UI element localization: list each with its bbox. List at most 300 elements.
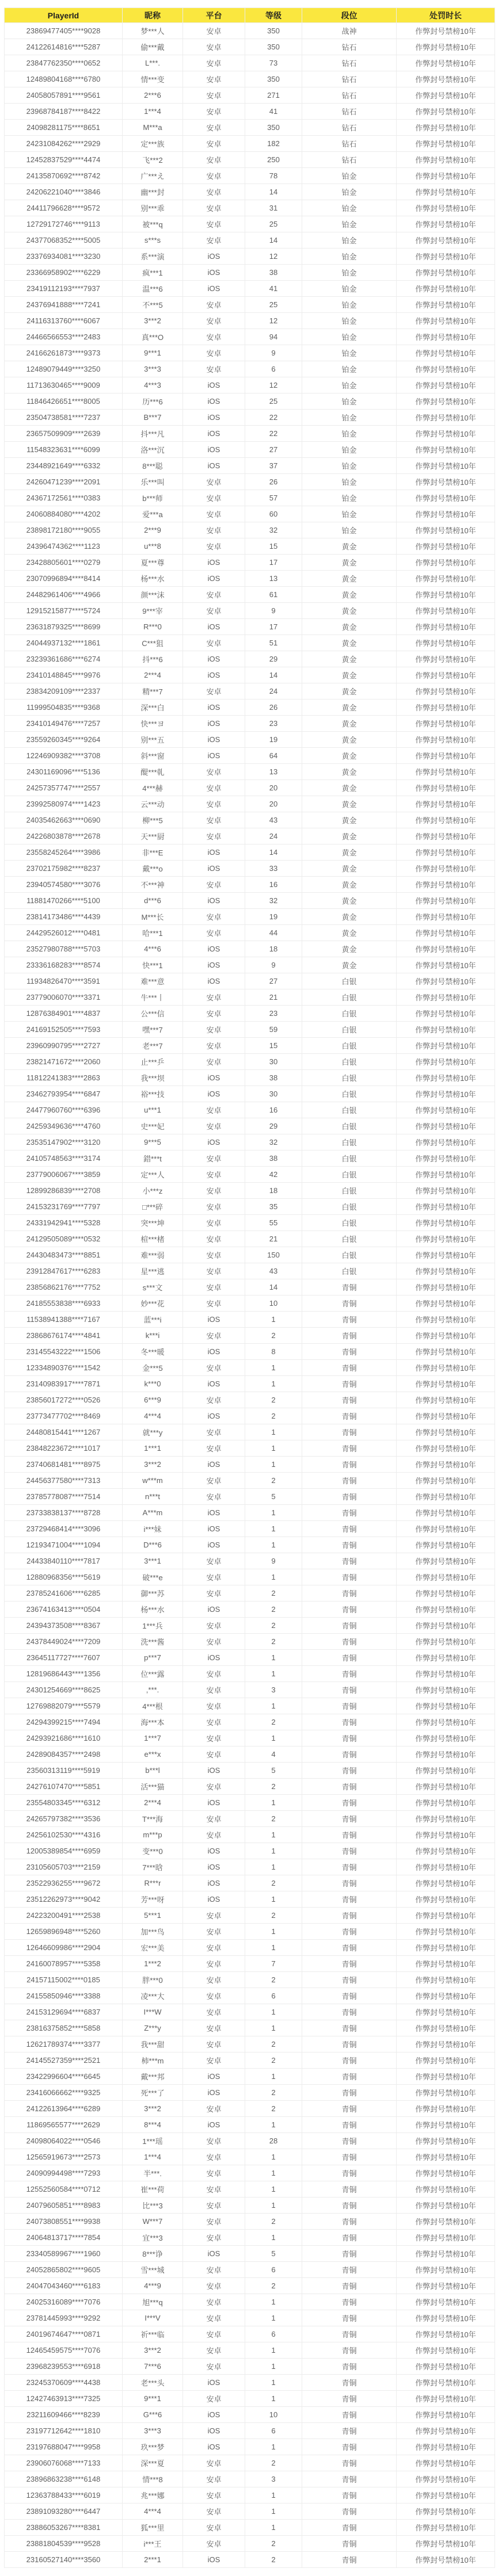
playerid-cell: 24226803878****2678 — [5, 828, 123, 844]
table-row — [5, 120, 495, 136]
playerid-cell: 24477960760****6396 — [5, 1102, 123, 1118]
punishment-cell: 作弊封号禁榜10年 — [397, 1891, 495, 1908]
table-row — [5, 1988, 495, 2004]
table-row — [5, 2020, 495, 2036]
table-row — [5, 490, 495, 506]
level-cell: 16 — [245, 1102, 302, 1118]
table-row — [5, 1859, 495, 1875]
platform-cell: iOS — [183, 957, 245, 973]
punishment-cell: 作弊封号禁榜10年 — [397, 2246, 495, 2262]
table-row — [5, 2181, 495, 2197]
nickname-cell: 1***7 — [123, 1730, 183, 1746]
nickname-cell: 崔***荷 — [123, 2181, 183, 2197]
table-row — [5, 1795, 495, 1811]
playerid-cell: 23740681481****8975 — [5, 1457, 123, 1473]
rank-cell: 青铜 — [302, 2391, 397, 2407]
rank-cell: 钻石 — [302, 87, 397, 104]
platform-cell: 安卓 — [183, 2471, 245, 2487]
nickname-cell: s***文 — [123, 1279, 183, 1295]
table-row — [5, 249, 495, 265]
platform-cell: iOS — [183, 2246, 245, 2262]
platform-cell: iOS — [183, 410, 245, 426]
rank-cell: 白银 — [302, 1199, 397, 1215]
punishment-cell: 作弊封号禁榜10年 — [397, 812, 495, 828]
playerid-cell: 24430483473****8851 — [5, 1247, 123, 1263]
platform-cell: iOS — [183, 1537, 245, 1553]
nickname-cell: 梦***人 — [123, 23, 183, 39]
nickname-cell: 斜***窗 — [123, 748, 183, 764]
punishment-cell: 作弊封号禁榜10年 — [397, 2036, 495, 2053]
punishment-cell: 作弊封号禁榜10年 — [397, 1763, 495, 1779]
platform-cell: 安卓 — [183, 1956, 245, 1972]
playerid-cell: 12552560584****0712 — [5, 2181, 123, 2197]
table-row — [5, 893, 495, 909]
punishment-cell: 作弊封号禁榜10年 — [397, 281, 495, 297]
level-cell: 38 — [245, 1070, 302, 1086]
playerid-cell: 24293921686****1610 — [5, 1730, 123, 1746]
playerid-cell: 12489804168****6780 — [5, 71, 123, 87]
punishment-cell: 作弊封号禁榜10年 — [397, 1263, 495, 1279]
level-cell: 6 — [245, 361, 302, 377]
rank-cell: 铂金 — [302, 216, 397, 232]
table-row — [5, 1682, 495, 1698]
table-row — [5, 1070, 495, 1086]
playerid-cell: 24064813717****7854 — [5, 2230, 123, 2246]
nickname-cell: 金***5 — [123, 1360, 183, 1376]
playerid-cell: 23197688047****9958 — [5, 2439, 123, 2455]
table-row — [5, 1924, 495, 1940]
level-cell: 18 — [245, 941, 302, 957]
level-cell: 6 — [245, 1988, 302, 2004]
table-row — [5, 2439, 495, 2455]
rank-cell: 青铜 — [302, 2439, 397, 2455]
platform-cell: 安卓 — [183, 780, 245, 796]
level-cell: 4 — [245, 1746, 302, 1763]
level-cell: 19 — [245, 732, 302, 748]
rank-cell: 铂金 — [302, 184, 397, 200]
table-row — [5, 1054, 495, 1070]
nickname-cell: 8***聪 — [123, 458, 183, 474]
level-cell: 14 — [245, 844, 302, 861]
platform-cell: iOS — [183, 1650, 245, 1666]
playerid-cell: 23340589967****1960 — [5, 2246, 123, 2262]
platform-cell: 安卓 — [183, 1473, 245, 1489]
playerid-cell: 12465459575****7076 — [5, 2342, 123, 2359]
rank-cell: 白银 — [302, 1006, 397, 1022]
punishment-cell: 作弊封号禁榜10年 — [397, 1537, 495, 1553]
rank-cell: 青铜 — [302, 1779, 397, 1795]
level-cell: 14 — [245, 184, 302, 200]
table-row — [5, 184, 495, 200]
rank-cell: 青铜 — [302, 1602, 397, 1618]
platform-cell: 安卓 — [183, 909, 245, 925]
nickname-cell: b***师 — [123, 490, 183, 506]
platform-cell: 安卓 — [183, 506, 245, 522]
platform-cell: 安卓 — [183, 1779, 245, 1795]
rank-cell: 黄金 — [302, 538, 397, 555]
col-header-punishment: 处罚时长 — [397, 8, 495, 23]
level-cell: 13 — [245, 571, 302, 587]
playerid-cell: 11713630465****9009 — [5, 377, 123, 393]
platform-cell: iOS — [183, 1457, 245, 1473]
platform-cell: iOS — [183, 941, 245, 957]
table-row — [5, 2342, 495, 2359]
playerid-cell: 23559260345****9264 — [5, 732, 123, 748]
platform-cell: 安卓 — [183, 1215, 245, 1231]
level-cell: 1 — [245, 1698, 302, 1714]
nickname-cell: 3***3 — [123, 361, 183, 377]
punishment-cell: 作弊封号禁榜10年 — [397, 1569, 495, 1585]
nickname-cell: 情***变 — [123, 71, 183, 87]
playerid-cell: 12899286839****2708 — [5, 1183, 123, 1199]
rank-cell: 铂金 — [302, 393, 397, 410]
table-row — [5, 2536, 495, 2552]
playerid-cell: 24466566553****2483 — [5, 329, 123, 345]
rank-cell: 黄金 — [302, 667, 397, 683]
level-cell: 1 — [245, 1827, 302, 1843]
level-cell: 13 — [245, 764, 302, 780]
level-cell: 1 — [245, 2359, 302, 2375]
punishment-cell: 作弊封号禁榜10年 — [397, 1457, 495, 1473]
platform-cell: iOS — [183, 458, 245, 474]
level-cell: 250 — [245, 152, 302, 168]
table-row — [5, 1408, 495, 1424]
nickname-cell: 4***9 — [123, 2278, 183, 2294]
table-row — [5, 603, 495, 619]
playerid-cell: 24185553838****6933 — [5, 1295, 123, 1312]
playerid-cell: 24044937132****1861 — [5, 635, 123, 651]
platform-cell: 安卓 — [183, 136, 245, 152]
level-cell: 23 — [245, 716, 302, 732]
platform-cell: iOS — [183, 1602, 245, 1618]
nickname-cell: G***6 — [123, 2407, 183, 2423]
rank-cell: 青铜 — [302, 1988, 397, 2004]
level-cell: 1 — [245, 2165, 302, 2181]
platform-cell: iOS — [183, 1843, 245, 1859]
level-cell: 44 — [245, 925, 302, 941]
punishment-cell: 作弊封号禁榜10年 — [397, 2552, 495, 2568]
rank-cell: 铂金 — [302, 522, 397, 538]
level-cell: 9 — [245, 957, 302, 973]
table-row — [5, 1086, 495, 1102]
platform-cell: 安卓 — [183, 1360, 245, 1376]
rank-cell: 黄金 — [302, 861, 397, 877]
nickname-cell: 2***1 — [123, 2552, 183, 2568]
rank-cell: 黄金 — [302, 925, 397, 941]
level-cell: 24 — [245, 828, 302, 844]
level-cell: 12 — [245, 313, 302, 329]
nickname-cell: B***7 — [123, 410, 183, 426]
playerid-cell: 24145527359****2521 — [5, 2053, 123, 2069]
punishment-cell: 作弊封号禁榜10年 — [397, 506, 495, 522]
playerid-cell: 23336168283****8574 — [5, 957, 123, 973]
platform-cell: 安卓 — [183, 2391, 245, 2407]
punishment-cell: 作弊封号禁榜10年 — [397, 2375, 495, 2391]
table-row — [5, 538, 495, 555]
platform-cell: 安卓 — [183, 2520, 245, 2536]
platform-cell: iOS — [183, 571, 245, 587]
rank-cell: 青铜 — [302, 1698, 397, 1714]
punishment-cell: 作弊封号禁榜10年 — [397, 2165, 495, 2181]
punishment-cell: 作弊封号禁榜10年 — [397, 120, 495, 136]
punishment-cell: 作弊封号禁榜10年 — [397, 249, 495, 265]
punishment-cell: 作弊封号禁榜10年 — [397, 1054, 495, 1070]
nickname-cell: i***妹 — [123, 1521, 183, 1537]
rank-cell: 青铜 — [302, 1956, 397, 1972]
level-cell: 1 — [245, 1521, 302, 1537]
platform-cell: iOS — [183, 1344, 245, 1360]
level-cell: 5 — [245, 1489, 302, 1505]
punishment-cell: 作弊封号禁榜10年 — [397, 1634, 495, 1650]
platform-cell: 安卓 — [183, 329, 245, 345]
table-row — [5, 1215, 495, 1231]
rank-cell: 铂金 — [302, 361, 397, 377]
nickname-cell: 定***族 — [123, 136, 183, 152]
punishment-cell: 作弊封号禁榜10年 — [397, 2294, 495, 2310]
table-row — [5, 635, 495, 651]
rank-cell: 白银 — [302, 973, 397, 989]
punishment-cell: 作弊封号禁榜10年 — [397, 2053, 495, 2069]
punishment-cell: 作弊封号禁榜10年 — [397, 2520, 495, 2536]
playerid-cell: 24301169096****5136 — [5, 764, 123, 780]
punishment-table — [4, 7, 495, 2568]
rank-cell: 黄金 — [302, 957, 397, 973]
level-cell: 2 — [245, 1408, 302, 1424]
playerid-cell: 23785241606****6285 — [5, 1585, 123, 1602]
table-row — [5, 973, 495, 989]
rank-cell: 青铜 — [302, 2504, 397, 2520]
playerid-cell: 23868676174****4841 — [5, 1328, 123, 1344]
punishment-cell: 作弊封号禁榜10年 — [397, 1199, 495, 1215]
nickname-cell: 精***7 — [123, 683, 183, 700]
platform-cell: 安卓 — [183, 2133, 245, 2149]
punishment-cell: 作弊封号禁榜10年 — [397, 1489, 495, 1505]
nickname-cell: 广***え — [123, 168, 183, 184]
rank-cell: 青铜 — [302, 1908, 397, 1924]
level-cell: 2 — [245, 1875, 302, 1891]
punishment-cell: 作弊封号禁榜10年 — [397, 1102, 495, 1118]
nickname-cell: 我***坝 — [123, 1070, 183, 1086]
playerid-cell: 24480815441****1267 — [5, 1424, 123, 1440]
punishment-cell: 作弊封号禁榜10年 — [397, 2391, 495, 2407]
platform-cell: 安卓 — [183, 490, 245, 506]
platform-cell: iOS — [183, 1312, 245, 1328]
rank-cell: 白银 — [302, 989, 397, 1006]
table-row — [5, 2197, 495, 2214]
platform-cell: 安卓 — [183, 474, 245, 490]
playerid-cell: 23779006070****3371 — [5, 989, 123, 1006]
level-cell: 14 — [245, 667, 302, 683]
platform-cell: 安卓 — [183, 2165, 245, 2181]
level-cell: 27 — [245, 973, 302, 989]
playerid-cell: 23645117727****7607 — [5, 1650, 123, 1666]
rank-cell: 青铜 — [302, 2036, 397, 2053]
rank-cell: 青铜 — [302, 1924, 397, 1940]
level-cell: 9 — [245, 345, 302, 361]
level-cell: 1 — [245, 2294, 302, 2310]
table-row — [5, 1666, 495, 1682]
playerid-cell: 11548323631****6099 — [5, 442, 123, 458]
playerid-cell: 24169152505****7593 — [5, 1022, 123, 1038]
nickname-cell: 洛***沉 — [123, 442, 183, 458]
rank-cell: 黄金 — [302, 619, 397, 635]
table-row — [5, 136, 495, 152]
punishment-cell: 作弊封号禁榜10年 — [397, 780, 495, 796]
rank-cell: 青铜 — [302, 2520, 397, 2536]
playerid-cell: 24301254669****8625 — [5, 1682, 123, 1698]
table-row — [5, 2165, 495, 2181]
playerid-cell: 23535147902****3120 — [5, 1134, 123, 1151]
punishment-cell: 作弊封号禁榜10年 — [397, 232, 495, 249]
table-row — [5, 1811, 495, 1827]
platform-cell: 安卓 — [183, 87, 245, 104]
level-cell: 1 — [245, 2310, 302, 2326]
punishment-cell: 作弊封号禁榜10年 — [397, 2407, 495, 2423]
level-cell: 1 — [245, 2020, 302, 2036]
playerid-cell: 24378449024****7209 — [5, 1634, 123, 1650]
platform-cell: 安卓 — [183, 23, 245, 39]
table-row — [5, 345, 495, 361]
punishment-cell: 作弊封号禁榜10年 — [397, 619, 495, 635]
table-row — [5, 216, 495, 232]
table-row — [5, 152, 495, 168]
rank-cell: 青铜 — [302, 2020, 397, 2036]
table-row — [5, 1843, 495, 1859]
playerid-cell: 23504738581****7237 — [5, 410, 123, 426]
level-cell: 350 — [245, 120, 302, 136]
platform-cell: 安卓 — [183, 1151, 245, 1167]
platform-cell: iOS — [183, 377, 245, 393]
table-row — [5, 571, 495, 587]
platform-cell: 安卓 — [183, 2036, 245, 2053]
rank-cell: 白银 — [302, 1102, 397, 1118]
playerid-cell: 23416066662****9325 — [5, 2085, 123, 2101]
platform-cell: 安卓 — [183, 2262, 245, 2278]
table-row — [5, 2359, 495, 2375]
playerid-cell: 24105748563****3174 — [5, 1151, 123, 1167]
nickname-cell: 旭***q — [123, 2294, 183, 2310]
punishment-cell: 作弊封号禁榜10年 — [397, 2359, 495, 2375]
table-row — [5, 1585, 495, 1602]
playerid-cell: 24073808551****9938 — [5, 2214, 123, 2230]
level-cell: 16 — [245, 877, 302, 893]
punishment-cell: 作弊封号禁榜10年 — [397, 2181, 495, 2197]
rank-cell: 青铜 — [302, 1279, 397, 1295]
table-row — [5, 297, 495, 313]
nickname-cell: 1***2 — [123, 1956, 183, 1972]
table-row — [5, 200, 495, 216]
platform-cell: 安卓 — [183, 200, 245, 216]
punishment-cell: 作弊封号禁榜10年 — [397, 184, 495, 200]
platform-cell: iOS — [183, 1086, 245, 1102]
nickname-cell: 3***1 — [123, 1553, 183, 1569]
table-row — [5, 2053, 495, 2069]
nickname-cell: 快***1 — [123, 957, 183, 973]
rank-cell: 青铜 — [302, 1940, 397, 1956]
playerid-cell: 23410149476****7257 — [5, 716, 123, 732]
playerid-cell: 23992580974****1423 — [5, 796, 123, 812]
playerid-cell: 23211609466****8239 — [5, 2407, 123, 2423]
rank-cell: 青铜 — [302, 1312, 397, 1328]
table-row — [5, 700, 495, 716]
punishment-cell: 作弊封号禁榜10年 — [397, 2020, 495, 2036]
punishment-cell: 作弊封号禁榜10年 — [397, 297, 495, 313]
rank-cell: 铂金 — [302, 345, 397, 361]
rank-cell: 铂金 — [302, 426, 397, 442]
playerid-cell: 12489079449****3250 — [5, 361, 123, 377]
punishment-cell: 作弊封号禁榜10年 — [397, 877, 495, 893]
playerid-cell: 23239361686****6274 — [5, 651, 123, 667]
playerid-cell: 11846426651****8005 — [5, 393, 123, 410]
nickname-cell: 柳***5 — [123, 812, 183, 828]
nickname-cell: 4***6 — [123, 941, 183, 957]
table-row — [5, 2214, 495, 2230]
playerid-cell: 24276107470****5851 — [5, 1779, 123, 1795]
rank-cell: 黄金 — [302, 877, 397, 893]
nickname-cell: 雪***城 — [123, 2262, 183, 2278]
platform-cell: iOS — [183, 716, 245, 732]
level-cell: 350 — [245, 23, 302, 39]
platform-cell: iOS — [183, 1408, 245, 1424]
punishment-cell: 作弊封号禁榜10年 — [397, 1666, 495, 1682]
table-row — [5, 1183, 495, 1199]
playerid-cell: 24052865802****9605 — [5, 2262, 123, 2278]
rank-cell: 青铜 — [302, 2455, 397, 2471]
rank-cell: 青铜 — [302, 2069, 397, 2085]
nickname-cell: k***i — [123, 1328, 183, 1344]
playerid-cell: 24376941888****7241 — [5, 297, 123, 313]
platform-cell: 安卓 — [183, 232, 245, 249]
table-row — [5, 1698, 495, 1714]
level-cell: 18 — [245, 1183, 302, 1199]
table-row — [5, 1602, 495, 1618]
rank-cell: 青铜 — [302, 1730, 397, 1746]
level-cell: 26 — [245, 700, 302, 716]
playerid-cell: 23448921649****6332 — [5, 458, 123, 474]
playerid-cell: 23891093280****6447 — [5, 2504, 123, 2520]
rank-cell: 黄金 — [302, 635, 397, 651]
platform-cell: iOS — [183, 1521, 245, 1537]
level-cell: 2 — [245, 2036, 302, 2053]
table-row — [5, 1908, 495, 1924]
table-row — [5, 1553, 495, 1569]
platform-cell: 安卓 — [183, 345, 245, 361]
nickname-cell: M***a — [123, 120, 183, 136]
playerid-cell: 24122614816****5287 — [5, 39, 123, 55]
level-cell: 6 — [245, 2262, 302, 2278]
level-cell: 2 — [245, 1634, 302, 1650]
punishment-cell: 作弊封号禁榜10年 — [397, 1070, 495, 1086]
level-cell: 60 — [245, 506, 302, 522]
nickname-cell: 4***4 — [123, 1408, 183, 1424]
playerid-cell: 23410148845****9976 — [5, 667, 123, 683]
platform-cell: 安卓 — [183, 1295, 245, 1312]
rank-cell: 铂金 — [302, 265, 397, 281]
nickname-cell: 芳***呀 — [123, 1891, 183, 1908]
platform-cell: 安卓 — [183, 989, 245, 1006]
platform-cell: iOS — [183, 2439, 245, 2455]
level-cell: 2 — [245, 2053, 302, 2069]
level-cell: 10 — [245, 1295, 302, 1312]
nickname-cell: 真***O — [123, 329, 183, 345]
level-cell: 1 — [245, 2197, 302, 2214]
platform-cell: iOS — [183, 249, 245, 265]
punishment-cell: 作弊封号禁榜10年 — [397, 1602, 495, 1618]
nickname-cell: b***l — [123, 1763, 183, 1779]
nickname-cell: 4***3 — [123, 377, 183, 393]
rank-cell: 铂金 — [302, 490, 397, 506]
nickname-cell: 柿***m — [123, 2053, 183, 2069]
